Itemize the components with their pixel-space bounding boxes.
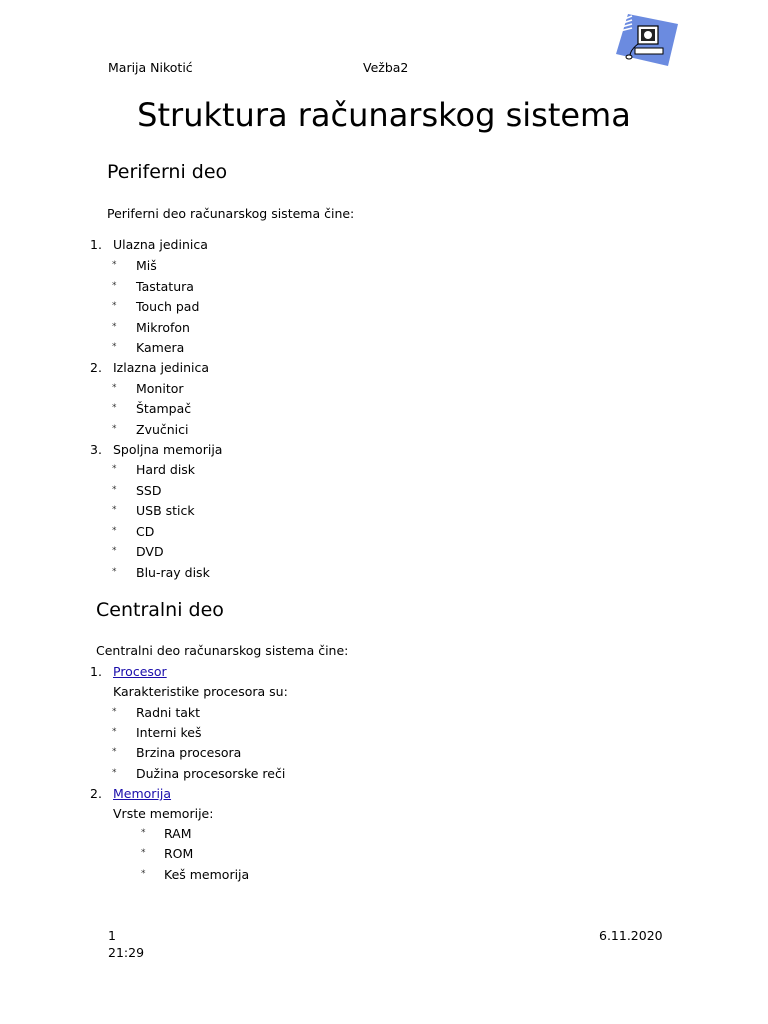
list-item: Štampač	[136, 401, 192, 416]
bullet-icon: *	[112, 342, 117, 352]
list-item-ulazna: Ulazna jedinica	[113, 237, 208, 252]
list-item: Hard disk	[136, 462, 196, 477]
bullet-icon: *	[112, 727, 117, 737]
list-item: Dužina procesorske reči	[136, 766, 286, 781]
exercise-label: Vežba2	[363, 60, 409, 75]
bullet-icon: *	[112, 403, 117, 413]
list-item: USB stick	[136, 503, 195, 518]
bullet-icon: *	[112, 260, 117, 270]
bullet-icon: *	[141, 869, 146, 879]
list-item: Monitor	[136, 381, 184, 396]
bullet-icon: *	[112, 301, 117, 311]
computer-logo-icon	[610, 10, 680, 70]
memorija-description: Vrste memorije:	[113, 806, 214, 821]
list-item: Blu-ray disk	[136, 565, 210, 580]
list-number: 2.	[90, 360, 102, 375]
list-item: Interni keš	[136, 725, 202, 740]
bullet-icon: *	[112, 383, 117, 393]
memorija-link[interactable]: Memorija	[113, 786, 172, 801]
bullet-icon: *	[112, 567, 117, 577]
bullet-icon: *	[112, 485, 117, 495]
list-item: Brzina procesora	[136, 745, 242, 760]
section-intro-periferni: Periferni deo računarskog sistema čine:	[107, 206, 355, 221]
list-item: Radni takt	[136, 705, 201, 720]
list-item: Touch pad	[136, 299, 200, 314]
list-item: SSD	[136, 483, 162, 498]
list-item: ROM	[164, 846, 194, 861]
list-item: CD	[136, 524, 155, 539]
bullet-icon: *	[112, 464, 117, 474]
document-title: Struktura računarskog sistema	[137, 96, 631, 134]
list-number: 2.	[90, 786, 102, 801]
procesor-link[interactable]: Procesor	[113, 664, 167, 679]
section-heading-periferni: Periferni deo	[107, 161, 228, 183]
list-item: Miš	[136, 258, 157, 273]
list-item: Tastatura	[136, 279, 194, 294]
list-item: Mikrofon	[136, 320, 190, 335]
bullet-icon: *	[141, 828, 146, 838]
list-number: 3.	[90, 442, 102, 457]
list-item: Zvučnici	[136, 422, 189, 437]
bullet-icon: *	[112, 424, 117, 434]
list-item-spoljna: Spoljna memorija	[113, 442, 223, 457]
list-item: Keš memorija	[164, 867, 250, 882]
bullet-icon: *	[112, 281, 117, 291]
bullet-icon: *	[112, 526, 117, 536]
bullet-icon: *	[112, 546, 117, 556]
bullet-icon: *	[112, 768, 117, 778]
list-item: Kamera	[136, 340, 185, 355]
footer-date: 6.11.2020	[599, 928, 663, 943]
bullet-icon: *	[112, 707, 117, 717]
footer-time: 21:29	[108, 945, 145, 960]
list-number: 1.	[90, 237, 102, 252]
section-heading-centralni: Centralni deo	[96, 599, 224, 621]
list-number: 1.	[90, 664, 102, 679]
section-intro-centralni: Centralni deo računarskog sistema čine:	[96, 643, 349, 658]
procesor-description: Karakteristike procesora su:	[113, 684, 288, 699]
list-item: DVD	[136, 544, 164, 559]
bullet-icon: *	[112, 322, 117, 332]
bullet-icon: *	[141, 848, 146, 858]
page-number: 1	[108, 928, 116, 943]
bullet-icon: *	[112, 747, 117, 757]
bullet-icon: *	[112, 505, 117, 515]
list-item-izlazna: Izlazna jedinica	[113, 360, 209, 375]
list-item: RAM	[164, 826, 192, 841]
author-name: Marija Nikotić	[108, 60, 193, 75]
